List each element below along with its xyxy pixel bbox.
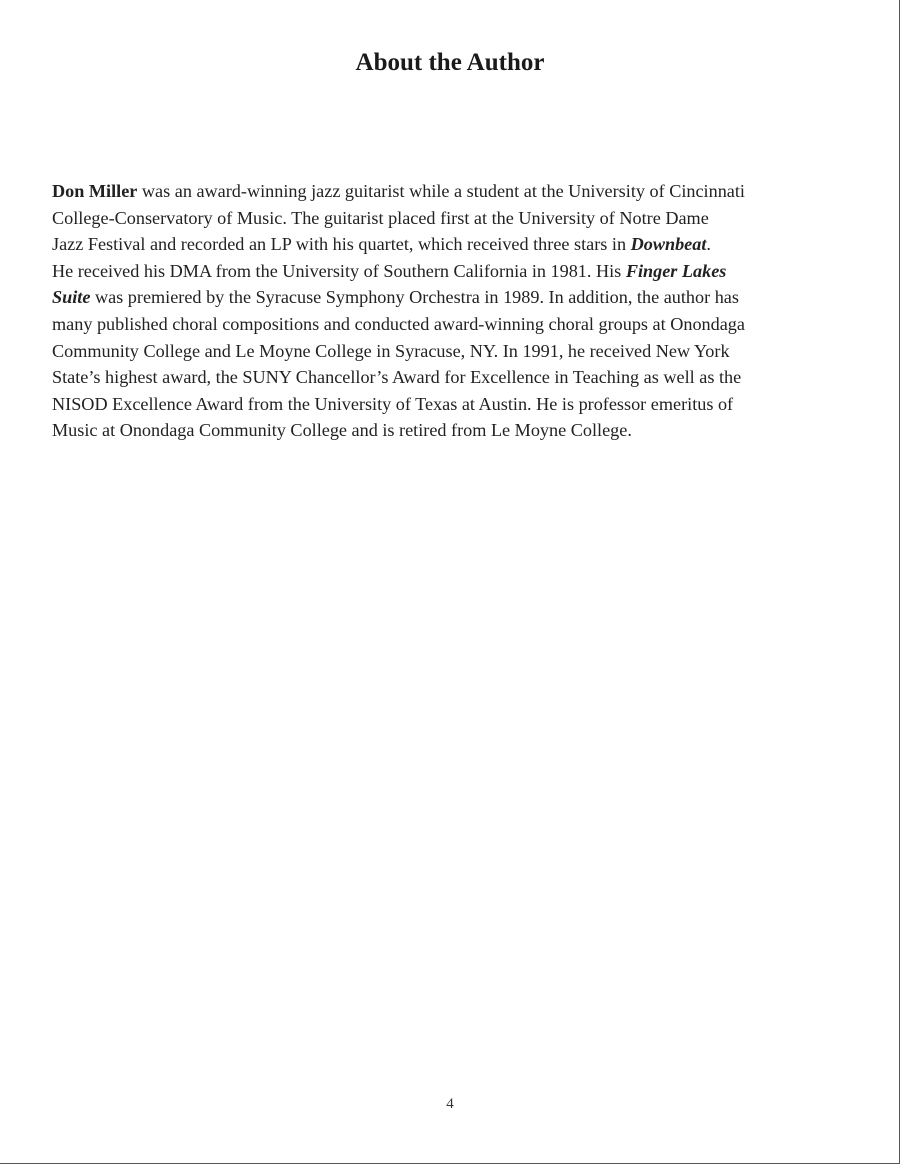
bio-line — [52, 311, 842, 338]
bio-text: . — [706, 234, 711, 255]
bio-text: Community College and Le Moyne College in Syracuse, NY. In 1991, he received New York — [52, 340, 730, 361]
bio-text: He received his DMA from the University of Southern California in 1981. His — [52, 260, 626, 281]
bio-line — [52, 231, 842, 258]
bio-text: was premiered by the Syracuse Symphony Orchestra in 1989. In addition, the author has — [90, 287, 739, 308]
page-title: About the Author — [355, 49, 545, 76]
bio-line — [52, 178, 842, 205]
bio-line — [52, 284, 842, 311]
bio-line — [52, 338, 842, 365]
work-title: Finger Lakes — [625, 260, 727, 281]
bio-line — [52, 417, 842, 444]
bio-line — [52, 205, 842, 232]
page-number: 4 — [446, 1096, 454, 1112]
bio-line — [52, 391, 842, 418]
bio-text: College-Conservatory of Music. The guitarist placed first at the University of Notre Dame — [52, 207, 709, 228]
author-name: Don Miller — [52, 181, 138, 201]
bio-line — [52, 364, 842, 391]
work-title: Downbeat — [630, 234, 707, 255]
bio-text: State’s highest award, the SUNY Chancellor’s Award for Excellence in Teaching as well as the — [52, 367, 742, 388]
work-title: Suite — [52, 287, 91, 308]
bio-text: many published choral compositions and conducted award-winning choral groups at Onondaga — [52, 313, 745, 334]
bio-text: Music at Onondaga Community College and is retired from Le Moyne College. — [52, 420, 632, 441]
bio-text: was an award-winning jazz guitarist while a student at the University of Cincinnati — [137, 181, 745, 201]
bio-text: Jazz Festival and recorded an LP with his quartet, which received three stars in — [52, 234, 631, 255]
bio-text: NISOD Excellence Award from the University of Texas at Austin. He is professor emeritus of — [52, 393, 734, 414]
author-bio-paragraph — [52, 178, 842, 444]
bio-line — [52, 258, 842, 285]
